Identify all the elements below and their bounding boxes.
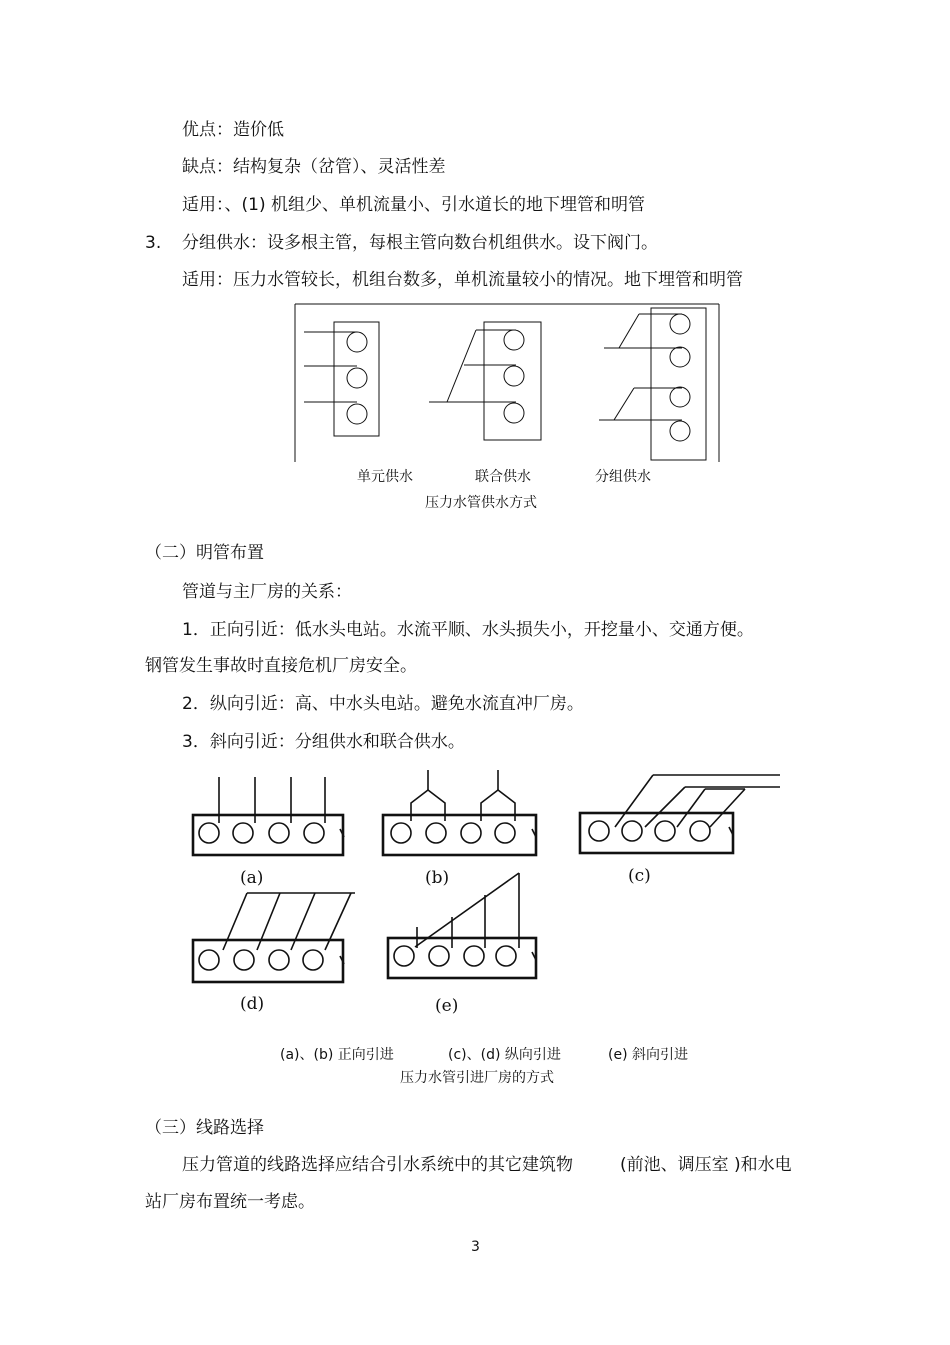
figure1-caption: 压力水管供水方式 bbox=[425, 495, 537, 511]
section2-heading: （二）明管布置 bbox=[145, 543, 264, 563]
section2-item2: 2．纵向引近：高、中水头电站。避免水流直冲厂房。 bbox=[182, 694, 584, 714]
disadvantage-text: 缺点：结构复杂（岔管）、灵活性差 bbox=[182, 157, 446, 177]
section2-intro: 管道与主厂房的关系： bbox=[182, 582, 352, 602]
supply-modes-diagram bbox=[294, 300, 724, 465]
label-d: (d) bbox=[240, 994, 265, 1014]
caption-types-cd: (c)、(d) 纵向引进 bbox=[448, 1047, 561, 1063]
unit-supply-diagram bbox=[304, 322, 379, 436]
section2-item3: 3．斜向引近：分组供水和联合供水。 bbox=[182, 732, 465, 752]
group-supply-diagram bbox=[599, 308, 706, 460]
entry-mode-e bbox=[388, 873, 536, 978]
figure2-caption: 压力水管引进厂房的方式 bbox=[400, 1070, 554, 1086]
label-unit-supply: 单元供水 bbox=[357, 469, 413, 485]
label-c: (c) bbox=[628, 866, 651, 886]
applicable-text-1: 适用：、(1) 机组少、单机流量小、引水道长的地下埋管和明管 bbox=[182, 195, 645, 215]
caption-types-e: (e) 斜向引进 bbox=[608, 1047, 688, 1063]
section2-item1-line1: 1．正向引近：低水头电站。水流平顺、水头损失小，开挖量小、交通方便。 bbox=[182, 620, 754, 640]
penstock-entry-diagram bbox=[185, 765, 785, 1015]
label-group-supply: 分组供水 bbox=[595, 469, 651, 485]
label-joint-supply: 联合供水 bbox=[475, 469, 531, 485]
section2-item1-line2: 钢管发生事故时直接危机厂房安全。 bbox=[145, 656, 417, 676]
section3-para-line1b: (前池、调压室 )和水电 bbox=[620, 1155, 792, 1175]
item3-number: 3. bbox=[145, 233, 162, 253]
caption-types-ab: (a)、(b) 正向引进 bbox=[280, 1047, 394, 1063]
applicable-text-2: 适用：压力水管较长，机组台数多，单机流量较小的情况。地下埋管和明管 bbox=[182, 270, 743, 290]
entry-mode-a bbox=[193, 777, 344, 855]
label-a: (a) bbox=[240, 868, 264, 888]
label-b: (b) bbox=[425, 868, 450, 888]
section3-heading: （三）线路选择 bbox=[145, 1118, 264, 1138]
item3-text: 分组供水：设多根主管，每根主管向数台机组供水。设下阀门。 bbox=[182, 233, 658, 253]
page-number: 3 bbox=[471, 1239, 480, 1255]
entry-mode-c bbox=[580, 775, 780, 853]
advantage-text: 优点：造价低 bbox=[182, 120, 284, 140]
joint-supply-diagram bbox=[429, 322, 541, 440]
section3-para-line2: 站厂房布置统一考虑。 bbox=[145, 1192, 315, 1212]
label-e: (e) bbox=[435, 996, 459, 1016]
entry-mode-b bbox=[383, 770, 536, 855]
section3-para-line1a: 压力管道的线路选择应结合引水系统中的其它建筑物 bbox=[182, 1155, 573, 1175]
entry-mode-d bbox=[193, 893, 355, 982]
